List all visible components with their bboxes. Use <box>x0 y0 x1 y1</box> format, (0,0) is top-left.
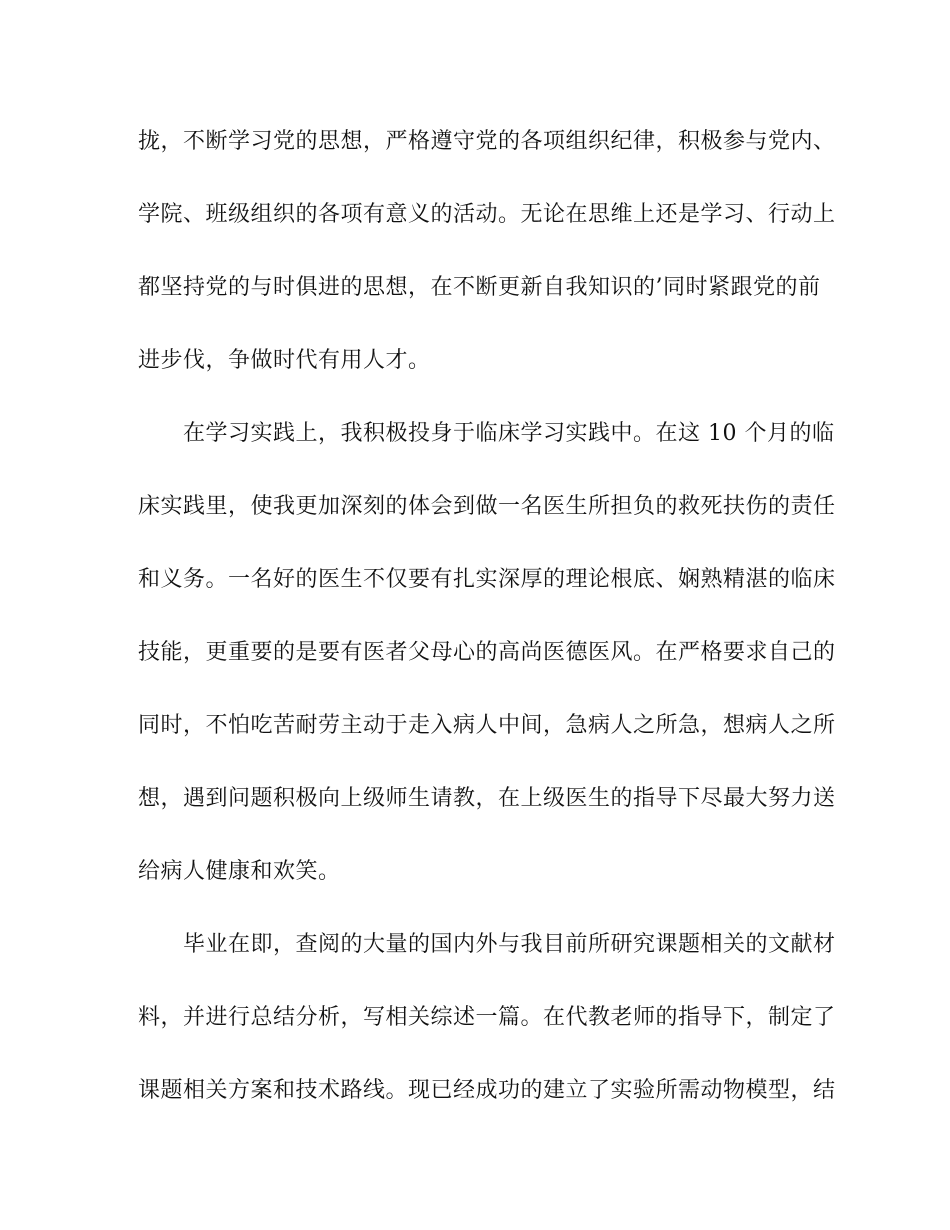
text-line: 同时，不怕吃苦耐劳主动于走入病人中间，急病人之所急，想病人之所 <box>138 713 836 738</box>
text-line: 进步伐，争做时代有用人才。 <box>138 348 431 373</box>
text-line: 想，遇到问题积极向上级师生请教，在上级医生的指导下尽最大努力送 <box>138 786 836 811</box>
paragraph-start-line: 毕业在即，查阅的大量的国内外与我目前所研究课题相关的文献材 <box>183 932 836 957</box>
text-line: 课题相关方案和技术路线。现已经成功的建立了实验所需动物模型，结 <box>138 1078 836 1103</box>
text-line: 拢，不断学习党的思想，严格遵守党的各项组织纪律，积极参与党内、 <box>138 129 836 154</box>
text-line: 料，并进行总结分析，写相关综述一篇。在代教老师的指导下，制定了 <box>138 1005 836 1030</box>
text-line: 床实践里，使我更加深刻的体会到做一名医生所担负的救死扶伤的责任 <box>138 494 836 519</box>
text-line: 给病人健康和欢笑。 <box>138 859 341 884</box>
text-line: 都坚持党的与时俱进的思想，在不断更新自我知识的’同时紧跟党的前 <box>138 275 821 300</box>
paragraph-start-line: 在学习实践上，我积极投身于临床学习实践中。在这 10 个月的临 <box>183 421 835 446</box>
text-line: 和义务。一名好的医生不仅要有扎实深厚的理论根底、娴熟精湛的临床 <box>138 567 836 592</box>
text-line: 学院、班级组织的各项有意义的活动。无论在思维上还是学习、行动上 <box>138 202 836 227</box>
text-line: 技能，更重要的是要有医者父母心的高尚医德医风。在严格要求自己的 <box>138 640 836 665</box>
